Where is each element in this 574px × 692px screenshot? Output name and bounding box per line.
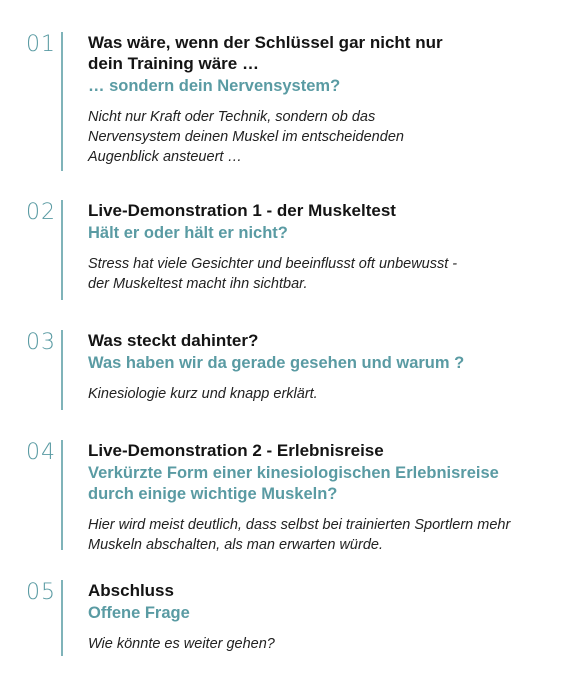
item-subtitle: Hält er oder hält er nicht? bbox=[88, 224, 288, 242]
item-content bbox=[88, 32, 468, 167]
item-title: Was steckt dahinter? bbox=[88, 331, 259, 350]
item-divider-bar bbox=[61, 580, 63, 656]
item-number: 03 bbox=[26, 330, 56, 355]
item-title: Abschluss bbox=[88, 581, 174, 600]
item-description: Nicht nur Kraft oder Technik, sondern ob das Nervensystem deinen Muskel im entscheidenden Augenblick ansteuert … bbox=[88, 109, 404, 165]
item-number: 01 bbox=[26, 32, 56, 57]
item-content bbox=[88, 330, 548, 404]
item-divider-bar bbox=[61, 440, 63, 550]
item-description: Wie könnte es weiter gehen? bbox=[88, 636, 275, 652]
item-title: Live-Demonstration 1 - der Muskeltest bbox=[88, 201, 396, 220]
item-description: Stress hat viele Gesichter und beeinflusst oft unbewusst - der Muskeltest macht ihn sichtbar. bbox=[88, 256, 458, 292]
item-subtitle: … sondern dein Nervensystem? bbox=[88, 77, 341, 95]
item-subtitle: Offene Frage bbox=[88, 604, 190, 622]
item-number: 05 bbox=[26, 580, 56, 605]
item-description: Kinesiologie kurz und knapp erklärt. bbox=[88, 386, 318, 402]
item-content bbox=[88, 440, 558, 555]
item-subtitle: Verkürzte Form einer kinesiologischen Erlebnisreise durch einige wichtige Muskeln? bbox=[88, 464, 499, 503]
item-divider-bar bbox=[61, 330, 63, 410]
item-number: 04 bbox=[26, 440, 56, 465]
item-number: 02 bbox=[26, 200, 56, 225]
item-divider-bar bbox=[61, 32, 63, 171]
item-content bbox=[88, 200, 468, 294]
item-title: Live-Demonstration 2 - Erlebnisreise bbox=[88, 441, 384, 460]
item-divider-bar bbox=[61, 200, 63, 300]
item-title: Was wäre, wenn der Schlüssel gar nicht nur dein Training wäre … bbox=[88, 33, 443, 73]
item-description: Hier wird meist deutlich, dass selbst bei trainierten Sportlern mehr Muskeln abschalten, als man erwarten würde. bbox=[88, 517, 511, 553]
item-content bbox=[88, 580, 508, 654]
item-subtitle: Was haben wir da gerade gesehen und warum ? bbox=[88, 354, 465, 372]
